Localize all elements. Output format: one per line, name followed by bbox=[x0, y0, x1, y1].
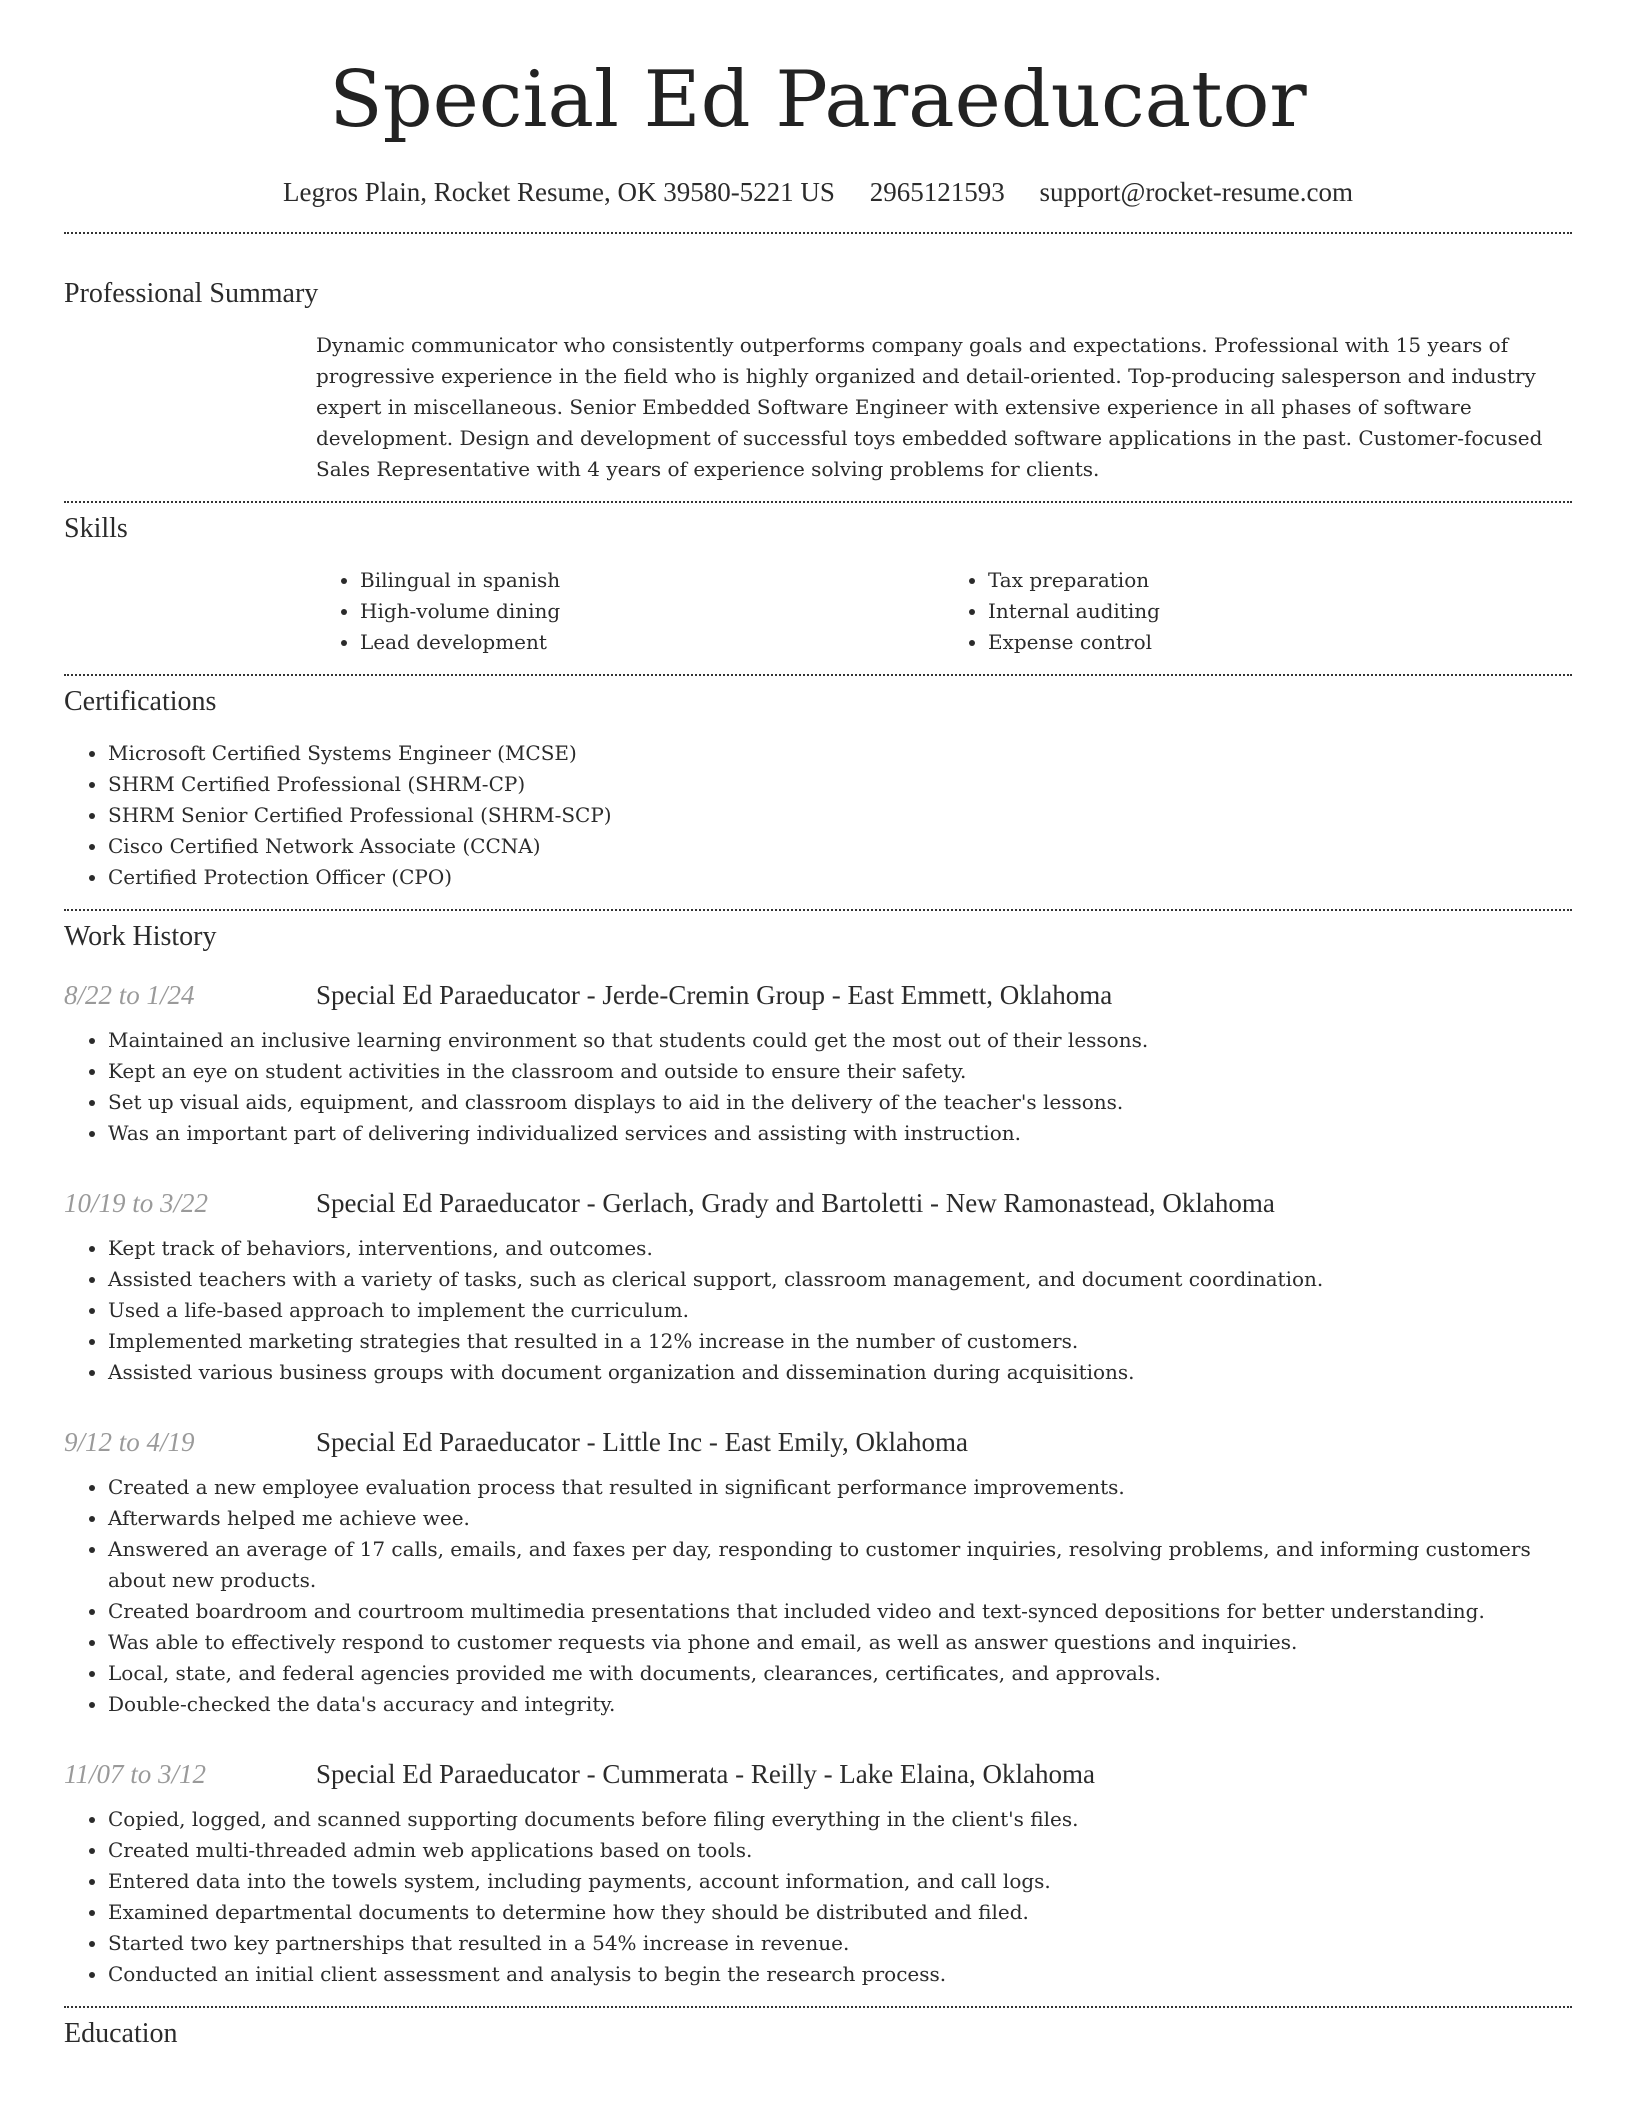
summary-text: Dynamic communicator who consistently outperforms company goals and expectations. Professional with 15 years of progressive experience in the field who is highly organized and detail-oriented. Top-producing salesperson and industry expert in miscellaneous. Senior Embedded Software Engineer with extensive experience in all phases of software development. Design and development of successful toys embedded software applications in the past. Customer-focused Sales Representative with 4 years of experience solving problems for clients. bbox=[316, 333, 1543, 481]
skill-item: • Tax preparation bbox=[988, 565, 1572, 596]
job-bullet: • Kept track of behaviors, interventions, and outcomes. bbox=[108, 1233, 1572, 1264]
job-entry bbox=[64, 1185, 1572, 1388]
certification-item: • SHRM Senior Certified Professional (SHRM-SCP) bbox=[108, 800, 1572, 831]
skill-item: • Internal auditing bbox=[988, 596, 1572, 627]
job-bullet: • Was able to effectively respond to customer requests via phone and email, as well as answer questions and inquiries. bbox=[108, 1627, 1572, 1658]
skill-item: • High-volume dining bbox=[360, 596, 944, 627]
certification-item: • SHRM Certified Professional (SHRM-CP) bbox=[108, 769, 1572, 800]
job-bullet: • Was an important part of delivering individualized services and assisting with instruction. bbox=[108, 1118, 1572, 1149]
job-bullet: • Examined departmental documents to determine how they should be distributed and filed. bbox=[108, 1897, 1572, 1928]
job-bullet: • Created boardroom and courtroom multimedia presentations that included video and text-synced depositions for better understanding. bbox=[108, 1596, 1572, 1627]
divider bbox=[64, 2006, 1572, 2008]
job-dates: 9/12 to 4/19 bbox=[64, 1427, 195, 1457]
section-title-summary: Professional Summary bbox=[64, 278, 319, 309]
job-bullet: • Implemented marketing strategies that resulted in a 12% increase in the number of customers. bbox=[108, 1326, 1572, 1357]
divider bbox=[64, 909, 1572, 911]
job-bullet: • Maintained an inclusive learning environment so that students could get the most out of their lessons. bbox=[108, 1025, 1572, 1056]
certification-item: • Cisco Certified Network Associate (CCNA) bbox=[108, 831, 1572, 862]
section-title-work: Work History bbox=[64, 921, 217, 952]
job-bullet: • Double-checked the data's accuracy and integrity. bbox=[108, 1689, 1572, 1720]
job-title: Special Ed Paraeducator - Cummerata - Reilly - Lake Elaina, Oklahoma bbox=[316, 1759, 1095, 1789]
job-bullets bbox=[64, 1804, 1572, 1990]
contact-phone: 2965121593 bbox=[869, 177, 1005, 207]
job-bullet: • Entered data into the towels system, including payments, account information, and call logs. bbox=[108, 1866, 1572, 1897]
certification-item: • Microsoft Certified Systems Engineer (MCSE) bbox=[108, 738, 1572, 769]
contact-address: Legros Plain, Rocket Resume, OK 39580-5221 US bbox=[283, 177, 835, 207]
certification-item: • Certified Protection Officer (CPO) bbox=[108, 862, 1572, 893]
job-bullets bbox=[64, 1025, 1572, 1149]
job-bullet: • Copied, logged, and scanned supporting documents before filing everything in the client's files. bbox=[108, 1804, 1572, 1835]
contact-line bbox=[64, 174, 1572, 210]
job-entry bbox=[64, 1756, 1572, 1990]
skills-list-left bbox=[316, 565, 944, 658]
job-title: Special Ed Paraeducator - Little Inc - East Emily, Oklahoma bbox=[316, 1427, 969, 1457]
job-title: Special Ed Paraeducator - Gerlach, Grady and Bartoletti - New Ramonastead, Oklahoma bbox=[316, 1188, 1275, 1218]
job-bullet: • Created a new employee evaluation process that resulted in significant performance improvements. bbox=[108, 1472, 1572, 1503]
job-dates: 8/22 to 1/24 bbox=[64, 980, 195, 1010]
job-bullet: • Created multi-threaded admin web applications based on tools. bbox=[108, 1835, 1572, 1866]
skill-item: • Lead development bbox=[360, 627, 944, 658]
certifications-list bbox=[64, 738, 1572, 893]
section-summary bbox=[64, 276, 1572, 485]
job-bullet: • Set up visual aids, equipment, and classroom displays to aid in the delivery of the teacher's lessons. bbox=[108, 1087, 1572, 1118]
job-bullet: • Assisted various business groups with document organization and dissemination during acquisitions. bbox=[108, 1357, 1572, 1388]
job-bullet: • Answered an average of 17 calls, emails, and faxes per day, responding to customer inquiries, resolving problems, and informing customers about new products. bbox=[108, 1534, 1572, 1596]
section-certifications bbox=[64, 684, 1572, 893]
job-entry bbox=[64, 977, 1572, 1149]
job-bullet: • Local, state, and federal agencies provided me with documents, clearances, certificates, and approvals. bbox=[108, 1658, 1572, 1689]
divider bbox=[64, 501, 1572, 503]
job-dates: 10/19 to 3/22 bbox=[64, 1188, 209, 1218]
section-skills bbox=[64, 511, 1572, 658]
job-bullet: • Conducted an initial client assessment and analysis to begin the research process. bbox=[108, 1959, 1572, 1990]
job-bullets bbox=[64, 1472, 1572, 1720]
job-bullet: • Kept an eye on student activities in the classroom and outside to ensure their safety. bbox=[108, 1056, 1572, 1087]
skills-list-right bbox=[944, 565, 1572, 658]
section-title-education: Education bbox=[64, 2018, 178, 2049]
job-entry bbox=[64, 1424, 1572, 1720]
job-title: Special Ed Paraeducator - Jerde-Cremin Group - East Emmett, Oklahoma bbox=[316, 980, 1113, 1010]
divider bbox=[64, 232, 1572, 234]
job-bullet: • Started two key partnerships that resulted in a 54% increase in revenue. bbox=[108, 1928, 1572, 1959]
job-bullet: • Afterwards helped me achieve wee. bbox=[108, 1503, 1572, 1534]
section-title-certifications: Certifications bbox=[64, 686, 217, 717]
skill-item: • Bilingual in spanish bbox=[360, 565, 944, 596]
section-work-history bbox=[64, 919, 1572, 1990]
skill-item: • Expense control bbox=[988, 627, 1572, 658]
job-dates: 11/07 to 3/12 bbox=[64, 1759, 207, 1789]
skills-columns bbox=[316, 565, 1572, 658]
job-bullets bbox=[64, 1233, 1572, 1388]
contact-email: support@rocket-resume.com bbox=[1039, 177, 1353, 207]
job-bullet: • Assisted teachers with a variety of tasks, such as clerical support, classroom management, and document coordination. bbox=[108, 1264, 1572, 1295]
candidate-name: Special Ed Paraeducator bbox=[329, 55, 1307, 145]
resume-header bbox=[64, 0, 1572, 210]
job-bullet: • Used a life-based approach to implement the curriculum. bbox=[108, 1295, 1572, 1326]
divider bbox=[64, 674, 1572, 676]
section-title-skills: Skills bbox=[64, 513, 128, 544]
section-education bbox=[64, 2016, 1572, 2052]
resume-page bbox=[64, 0, 1572, 2052]
